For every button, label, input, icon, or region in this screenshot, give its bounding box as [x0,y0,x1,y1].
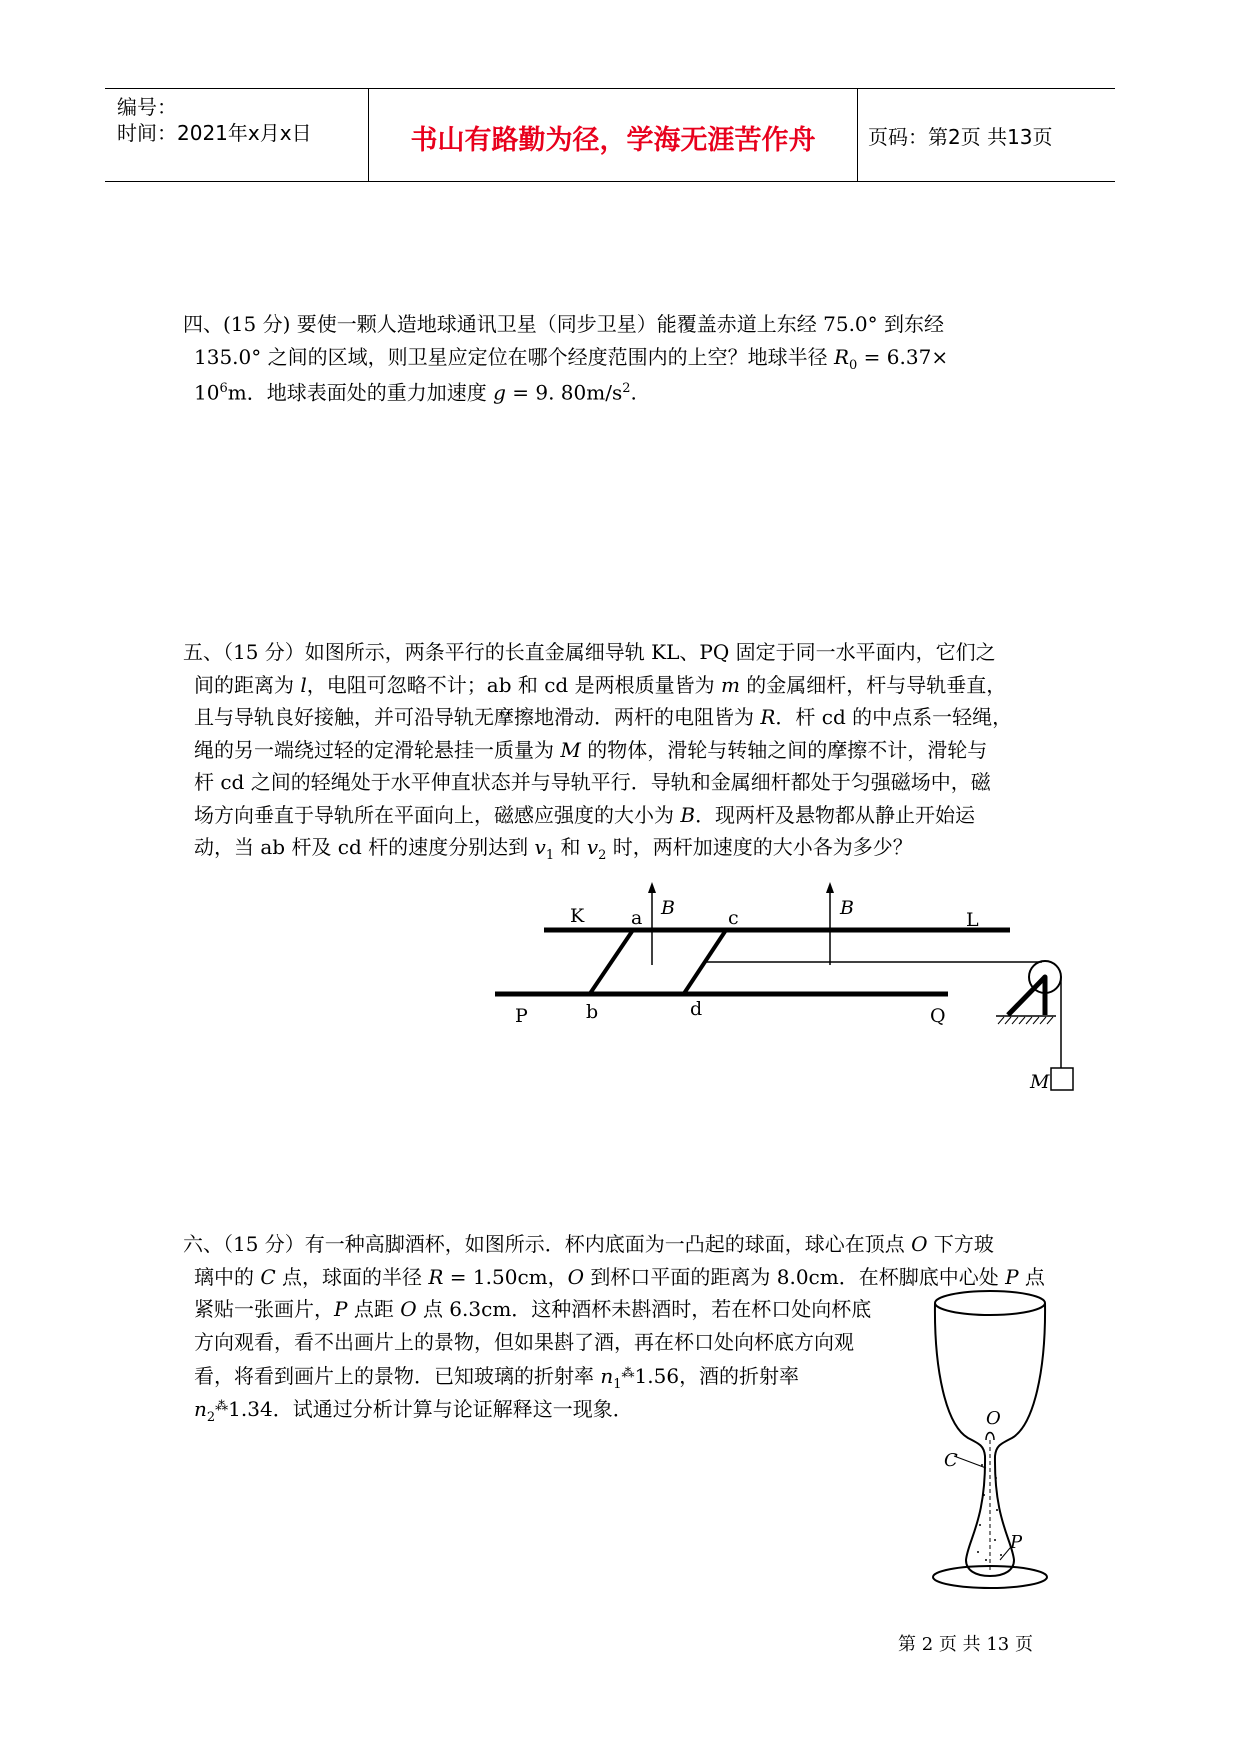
q4-sup: 2 [622,381,631,396]
label-p-leader [1000,1548,1010,1560]
q5-var-m: m [720,672,740,697]
q5-text: 绳的另一端绕过轻的定滑轮悬挂一质量为 [194,737,561,762]
label-l: L [966,909,979,931]
label-c-point: C [944,1450,958,1471]
q6-text: 点，球面的半径 [275,1264,429,1289]
q6-symbol: ⁂ [621,1366,635,1381]
q5-text: 的金属细杆，杆与导轨垂直， [739,672,1007,697]
q4-sub: 0 [849,357,858,373]
q6-var-P: P [334,1297,348,1321]
label-b: b [586,1001,599,1023]
q5-text: 时，两杆加速度的大小各为多少？ [606,835,913,859]
q6-var-O: O [911,1232,928,1256]
q4-text: . [630,380,637,405]
label-b-field-1: B [661,897,675,919]
q6-text: 下方玻 [927,1232,994,1256]
q5-var-R: R [760,705,776,729]
label-c: c [728,907,739,929]
q5-text: ．杆 cd 的中点系一轻绳， [775,705,1013,729]
q5-text: 五、（15 分）如图所示，两条平行的长直金属细导轨 KL、PQ 固定于同一水平面内，它们之 [183,640,996,664]
q5-text: 的物体，滑轮与转轴之间的摩擦不计，滑轮与 [580,737,988,762]
q5-var-M: M [560,737,581,762]
q6-var-O: O [567,1264,585,1289]
q5-text: 动，当 ab 杆及 cd 杆的速度分别达到 [194,835,535,859]
serial-label: 编号： [117,95,177,119]
header-motto: 书山有路勤为径，学海无涯苦作舟 [410,125,816,156]
q5-text: 和 [554,835,587,859]
q4-text: 135.0° 之间的区域，则卫星应定位在哪个经度范围内的上空？地球半径 [194,344,834,369]
q6-var-O: O [400,1297,417,1321]
glass-body [935,1303,1045,1576]
q5-text: 杆 cd 之间的轻绳处于水平伸直状态并与导轨平行．导轨和金属细杆都处于匀强磁场中，磁 [194,770,991,794]
time-label: 时间：2021年x月x日 [117,121,312,145]
q5-text: ．现两杆及悬物都从静止开始运 [695,802,976,827]
q4-text: = 9. 80m/s [505,380,623,405]
q6-text: 璃中的 [194,1264,261,1289]
q5-text: ，电阻可忽略不计；ab 和 cd 是两根质量皆为 [306,672,721,697]
label-p: P [515,1005,528,1027]
q6-text: 点 6.3cm．这种酒杯未斟酒时，若在杯口处向杯底 [416,1297,872,1321]
label-q: Q [930,1005,946,1027]
page-label: 页码：第2页 共13页 [868,125,1053,149]
q5-sub: 1 [545,848,555,863]
q6-var-C: C [260,1264,276,1289]
q6-sub: 1 [613,1377,622,1392]
label-b-field-2: B [840,897,854,919]
label-m: M [1030,1071,1050,1093]
q6-var-n1: n [600,1364,614,1388]
label-p-point: P [1010,1532,1023,1553]
q5-text: 场方向垂直于导轨所在平面向上，磁感应强度的大小为 [194,802,681,827]
q6-text: 到杯口平面的距离为 8.0cm．在杯脚底中心处 [584,1264,1006,1289]
q6-var-R: R [428,1264,444,1289]
q4-text: = 6.37× [857,344,949,369]
q6-text: 方向观看，看不出画片上的景物，但如果斟了酒，再在杯口处向杯底方向观 [194,1329,854,1354]
label-c-leader [954,1456,986,1468]
label-o: O [986,1408,1001,1429]
q5-text: 且与导轨良好接触，并可沿导轨无摩擦地滑动．两杆的电阻皆为 [194,705,761,729]
q5-text: 间的距离为 [194,672,301,697]
q6-symbol: ⁂ [215,1398,229,1414]
q5-var-v1: v [534,835,546,859]
q4-var-R: R [833,344,850,369]
label-k: K [570,905,585,927]
glass-dome [986,1433,994,1441]
q4-text: 四、(15 分) 要使一颗人造地球通讯卫星（同步卫星）能覆盖赤道上东经 75.0° 到东经 [183,312,945,336]
q6-text: 紧贴一张画片， [194,1297,334,1321]
q6-text: 点距 [347,1297,401,1321]
label-a: a [631,907,643,929]
label-d: d [690,998,703,1020]
q5-var-l: l [300,672,307,697]
q6-text: 1.56，酒的折射率 [634,1364,800,1388]
q6-var-P: P [1005,1264,1019,1289]
q5-sub: 2 [598,848,607,863]
glass-rim [935,1291,1045,1315]
q5-var-v2: v [586,835,599,859]
q4-var-g: g [493,380,506,405]
q6-text: 六、（15 分）有一种高脚酒杯，如图所示．杯内底面为一凸起的球面，球心在顶点 [183,1232,912,1256]
q4-sup: 6 [219,381,228,396]
page-footer: 第 2 页 共 13 页 [898,1634,1033,1655]
q4-text: 10 [194,380,220,405]
q6-text: 1.34．试通过分析计算与论证解释这一现象． [228,1396,633,1421]
q6-var-n2: n [194,1396,207,1421]
q6-text: = 1.50cm， [443,1264,568,1289]
q4-text: m．地球表面处的重力加速度 [227,380,494,405]
q6-text: 点 [1018,1264,1045,1289]
q5-var-B: B [680,802,696,827]
q6-text: 看，将看到画片上的景物．已知玻璃的折射率 [194,1364,601,1388]
q6-sub: 2 [206,1409,216,1425]
